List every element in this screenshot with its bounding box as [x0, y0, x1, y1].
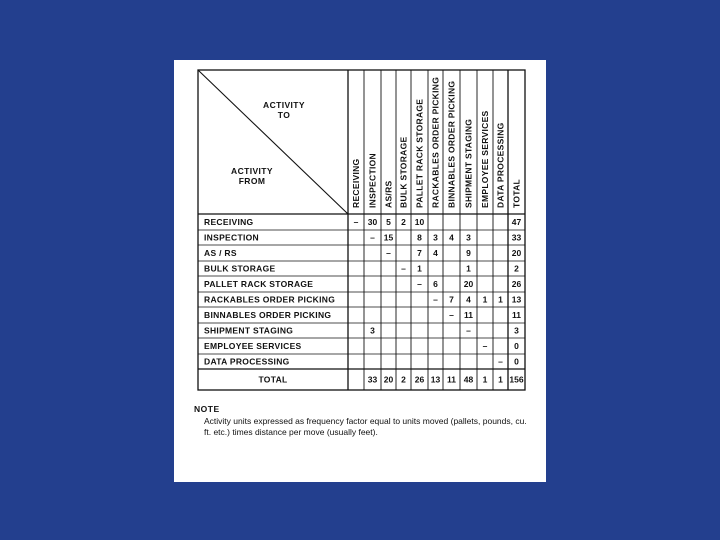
table-cell: 7	[417, 248, 422, 258]
table-cell: 5	[386, 217, 391, 227]
row-label: RECEIVING	[204, 217, 254, 227]
column-header: TOTAL	[511, 178, 522, 208]
table-cell: 7	[449, 294, 454, 305]
row-total: 20	[511, 248, 522, 258]
table-cell: –	[466, 325, 471, 336]
table-cell: –	[498, 356, 503, 367]
column-header: BULK STORAGE	[398, 136, 409, 208]
column-total: 48	[463, 374, 474, 385]
column-total: 26	[414, 374, 425, 385]
column-total: 11	[447, 374, 456, 385]
column-header: INSPECTION	[367, 153, 378, 208]
row-label: PALLET RACK STORAGE	[204, 279, 314, 289]
table-cell: 1	[498, 294, 503, 305]
table-cell: 10	[414, 217, 425, 227]
table-cell: 20	[463, 279, 474, 289]
row-label: RACKABLES ORDER PICKING	[204, 294, 336, 305]
table-cell: –	[482, 341, 488, 351]
note-text: Activity units expressed as frequency factor equal to units moved (pallets, pounds, cu. ft. etc.) times distance per move (usually feet).	[204, 415, 527, 437]
column-total: 33	[367, 374, 378, 385]
row-label: DATA PROCESSING	[204, 356, 290, 367]
table-cell: –	[370, 232, 375, 243]
row-total: 47	[511, 217, 522, 227]
table-cell: –	[401, 263, 406, 274]
column-total: 1	[482, 374, 488, 385]
corner-to-label-2: TO	[277, 110, 291, 120]
table-cell: 2	[401, 217, 406, 227]
column-total: 1	[498, 374, 503, 385]
row-label: EMPLOYEE SERVICES	[204, 341, 302, 351]
row-total: 0	[514, 341, 519, 351]
table-cell: 8	[417, 232, 422, 243]
row-label: AS / RS	[204, 248, 237, 258]
table-cell: 4	[449, 232, 454, 243]
corner-from-label-1: ACTIVITY	[231, 166, 273, 176]
column-total: 2	[401, 374, 406, 385]
column-header: SHIPMENT STAGING	[463, 118, 474, 208]
table-cell: 15	[383, 232, 394, 243]
row-label: BINNABLES ORDER PICKING	[204, 310, 332, 320]
row-total: 11	[512, 310, 521, 320]
column-total: 13	[430, 374, 441, 385]
row-total: 33	[511, 232, 522, 243]
column-header: RECEIVING	[351, 158, 361, 208]
table-cell: –	[433, 294, 438, 305]
note-title: NOTE	[194, 404, 220, 414]
row-total: 2	[514, 263, 519, 274]
column-header: DATA PROCESSING	[495, 122, 506, 208]
corner-diagonal	[198, 70, 348, 214]
table-cell: 1	[466, 263, 471, 274]
table-cell: –	[449, 310, 454, 320]
table-cell: 1	[482, 294, 488, 305]
column-header: BINNABLES ORDER PICKING	[446, 80, 457, 208]
from-to-chart-document	[174, 60, 546, 482]
note-section	[194, 404, 534, 439]
column-header: EMPLOYEE SERVICES	[480, 110, 490, 208]
column-header: RACKABLES ORDER PICKING	[430, 76, 441, 208]
from-to-chart-table	[174, 60, 546, 400]
row-label: INSPECTION	[204, 232, 259, 243]
column-header: PALLET RACK STORAGE	[414, 98, 425, 208]
row-total: 0	[514, 356, 519, 367]
column-header: AS/RS	[383, 180, 394, 208]
table-cell: 4	[466, 294, 471, 305]
table-cell: 3	[433, 232, 438, 243]
table-cell: –	[353, 217, 359, 227]
table-cell: 9	[466, 248, 471, 258]
table-cell: –	[386, 248, 391, 258]
grand-total: 156	[509, 374, 524, 385]
total-row-label: TOTAL	[258, 374, 288, 385]
table-cell: –	[417, 279, 422, 289]
row-label: BULK STORAGE	[204, 263, 276, 274]
table-cell: 3	[466, 232, 471, 243]
row-total: 3	[514, 325, 519, 336]
row-label: SHIPMENT STAGING	[204, 325, 294, 336]
table-cell: 6	[433, 279, 438, 289]
column-total: 20	[383, 374, 394, 385]
table-cell: 3	[370, 325, 375, 336]
row-total: 26	[511, 279, 522, 289]
corner-to-label-1: ACTIVITY	[263, 100, 305, 110]
corner-from-label-2: FROM	[238, 176, 266, 186]
row-total: 13	[511, 294, 522, 305]
table-cell: 11	[464, 310, 473, 320]
table-cell: 4	[433, 248, 438, 258]
table-cell: 1	[417, 263, 422, 274]
table-cell: 30	[367, 217, 378, 227]
